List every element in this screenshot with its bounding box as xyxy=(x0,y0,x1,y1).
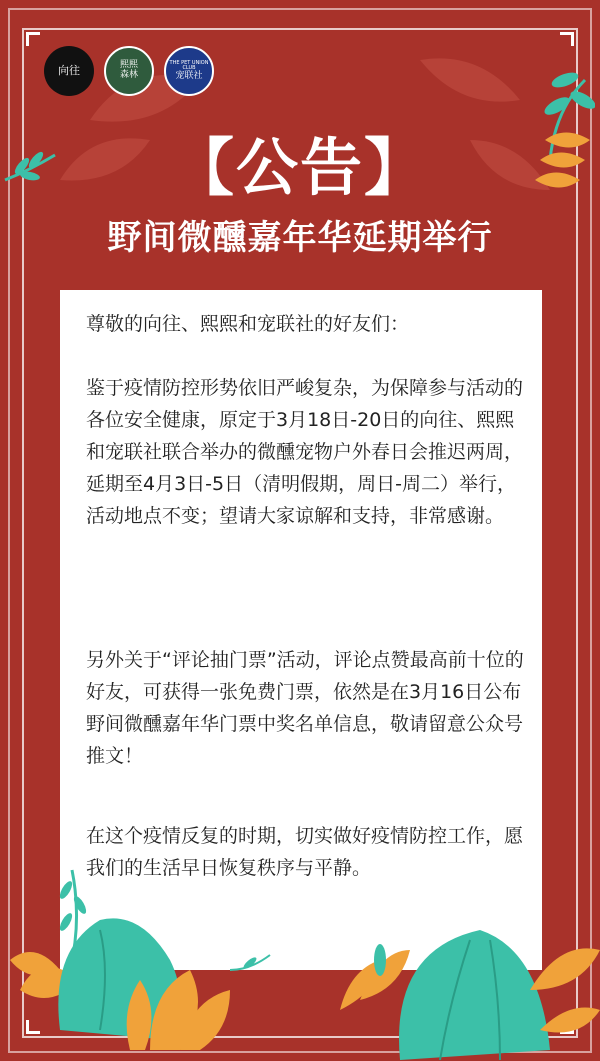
logo-row xyxy=(44,46,214,96)
corner-ornament-top-right xyxy=(560,32,574,46)
logo-text: 熙熙 xyxy=(119,60,138,71)
pet-union-club-logo xyxy=(164,46,214,96)
logo-text: 森林 xyxy=(119,70,138,80)
announcement-title: 【公告】 xyxy=(171,131,428,204)
plant-decoration-bottom xyxy=(0,860,600,1061)
corner-ornament-top-left xyxy=(26,32,40,46)
ticket-activity-paragraph: 另外关于“评论抽门票”活动，评论点赞最高前十位的好友，可获得一张免费门票，依然是在3月16日公布野间微醺嘉年华门票中奖名单信息，敬请留意公众号推文！ xyxy=(86,649,524,767)
xiangwang-logo xyxy=(44,46,94,96)
logo-subtext: THE PET UNION CLUB xyxy=(169,59,209,72)
closing-paragraph: 在这个疫情反复的时期，切实做好疫情防控工作，愿我们的生活早日恢复秩序与平静。 xyxy=(86,825,524,879)
postponement-paragraph: 鉴于疫情防控形势依旧严峻复杂，为保障参与活动的各位安全健康，原定于3月18日-20日的向往、熙熙和宠联社联合举办的微醺宠物户外春日会推迟两周，延期至4月3日-5日（清明假期，周日-周二）举行，活动地点不变；望请大家谅解和支持，非常感谢。 xyxy=(86,377,524,527)
event-subtitle: 野间微醺嘉年华延期举行 xyxy=(107,218,493,258)
xixi-forest-logo xyxy=(104,46,154,96)
logo-text: 宠联社 xyxy=(175,70,203,81)
greeting-text: 尊敬的向往、熙熙和宠联社的好友们： xyxy=(86,313,410,335)
logo-text: 向往 xyxy=(58,63,80,77)
